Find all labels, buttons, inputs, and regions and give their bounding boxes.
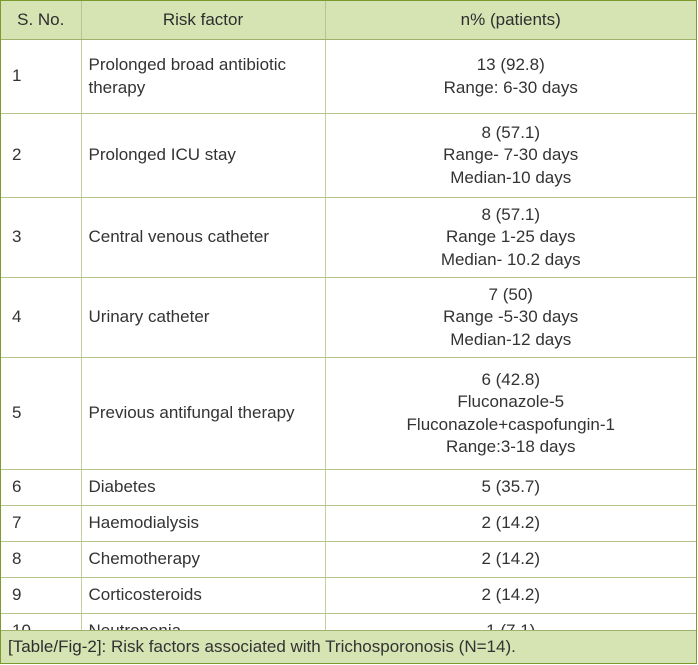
table-row <box>1 470 696 506</box>
cell-sno: 7 <box>1 506 81 542</box>
risk-factor-line: Corticosteroids <box>88 585 202 605</box>
value-line: 6 (42.8) <box>481 369 541 389</box>
cell-n-percent <box>325 358 696 470</box>
value-line: 2 (14.2) <box>481 549 541 569</box>
table-row <box>1 578 696 614</box>
table-row <box>1 40 696 114</box>
risk-factor-line: Diabetes <box>88 477 156 497</box>
cell-n-percent <box>325 198 696 278</box>
risk-factor-line: therapy <box>88 77 146 97</box>
cell-risk-factor <box>81 358 325 470</box>
table-body <box>1 40 696 650</box>
value-line: Median- 10.2 days <box>440 249 581 269</box>
cell-risk-factor <box>81 542 325 578</box>
table-row <box>1 542 696 578</box>
cell-sno: 8 <box>1 542 81 578</box>
cell-sno: 9 <box>1 578 81 614</box>
value-line: 2 (14.2) <box>481 585 541 605</box>
value-line: Median-12 days <box>450 329 572 349</box>
table-row <box>1 114 696 198</box>
table-row <box>1 506 696 542</box>
cell-sno: 1 <box>1 40 81 114</box>
cell-n-percent <box>325 506 696 542</box>
table-row <box>1 358 696 470</box>
value-line: Range- 7-30 days <box>443 145 579 165</box>
risk-factor-line: Urinary catheter <box>88 307 210 327</box>
cell-n-percent <box>325 470 696 506</box>
value-line: 13 (92.8) <box>476 55 545 74</box>
value-line: Range:3-18 days <box>446 437 576 456</box>
value-line: Range -5-30 days <box>443 307 579 327</box>
value-line: 5 (35.7) <box>481 477 541 497</box>
cell-n-percent <box>325 578 696 614</box>
risk-factor-line: Central venous catheter <box>88 227 269 247</box>
value-line: Fluconazole-5 <box>457 392 565 411</box>
cell-risk-factor <box>81 40 325 114</box>
risk-factor-line: Chemotherapy <box>88 549 201 569</box>
cell-n-percent <box>325 542 696 578</box>
cell-sno: 6 <box>1 470 81 506</box>
table-header <box>1 1 696 40</box>
value-line: 2 (14.2) <box>481 513 541 533</box>
table-caption <box>1 630 696 663</box>
risk-factor-line: Prolonged broad antibiotic <box>88 55 287 74</box>
cell-risk-factor <box>81 578 325 614</box>
header-row <box>1 1 696 40</box>
caption-text: Risk factors associated with Trichosporonosis (N=14). <box>106 637 516 656</box>
risk-factor-line: Haemodialysis <box>88 513 200 533</box>
header-sno: S. No. <box>1 1 81 40</box>
value-line: 8 (57.1) <box>481 204 541 224</box>
table-row <box>1 198 696 278</box>
value-line: Fluconazole+caspofungin-1 <box>406 414 615 434</box>
cell-risk-factor <box>81 470 325 506</box>
cell-n-percent <box>325 40 696 114</box>
value-line: Range: 6-30 days <box>443 77 578 97</box>
risk-factor-line: Prolonged ICU stay <box>88 145 236 165</box>
risk-factors-table <box>1 1 696 650</box>
cell-sno: 4 <box>1 278 81 358</box>
header-risk-factor: Risk factor <box>81 1 325 40</box>
cell-sno: 3 <box>1 198 81 278</box>
cell-risk-factor <box>81 506 325 542</box>
cell-n-percent <box>325 114 696 198</box>
cell-sno: 2 <box>1 114 81 198</box>
caption-label: [Table/Fig-2]: <box>8 637 107 656</box>
table-row <box>1 278 696 358</box>
risk-factor-line: Previous antifungal therapy <box>88 403 295 423</box>
cell-risk-factor <box>81 114 325 198</box>
value-line: 8 (57.1) <box>481 122 541 142</box>
cell-n-percent <box>325 278 696 358</box>
value-line: Range 1-25 days <box>446 227 576 247</box>
cell-sno: 5 <box>1 358 81 470</box>
value-line: Median-10 days <box>450 167 572 187</box>
cell-risk-factor <box>81 198 325 278</box>
cell-risk-factor <box>81 278 325 358</box>
header-n-percent: n% (patients) <box>325 1 696 40</box>
value-line: 7 (50) <box>488 284 533 304</box>
